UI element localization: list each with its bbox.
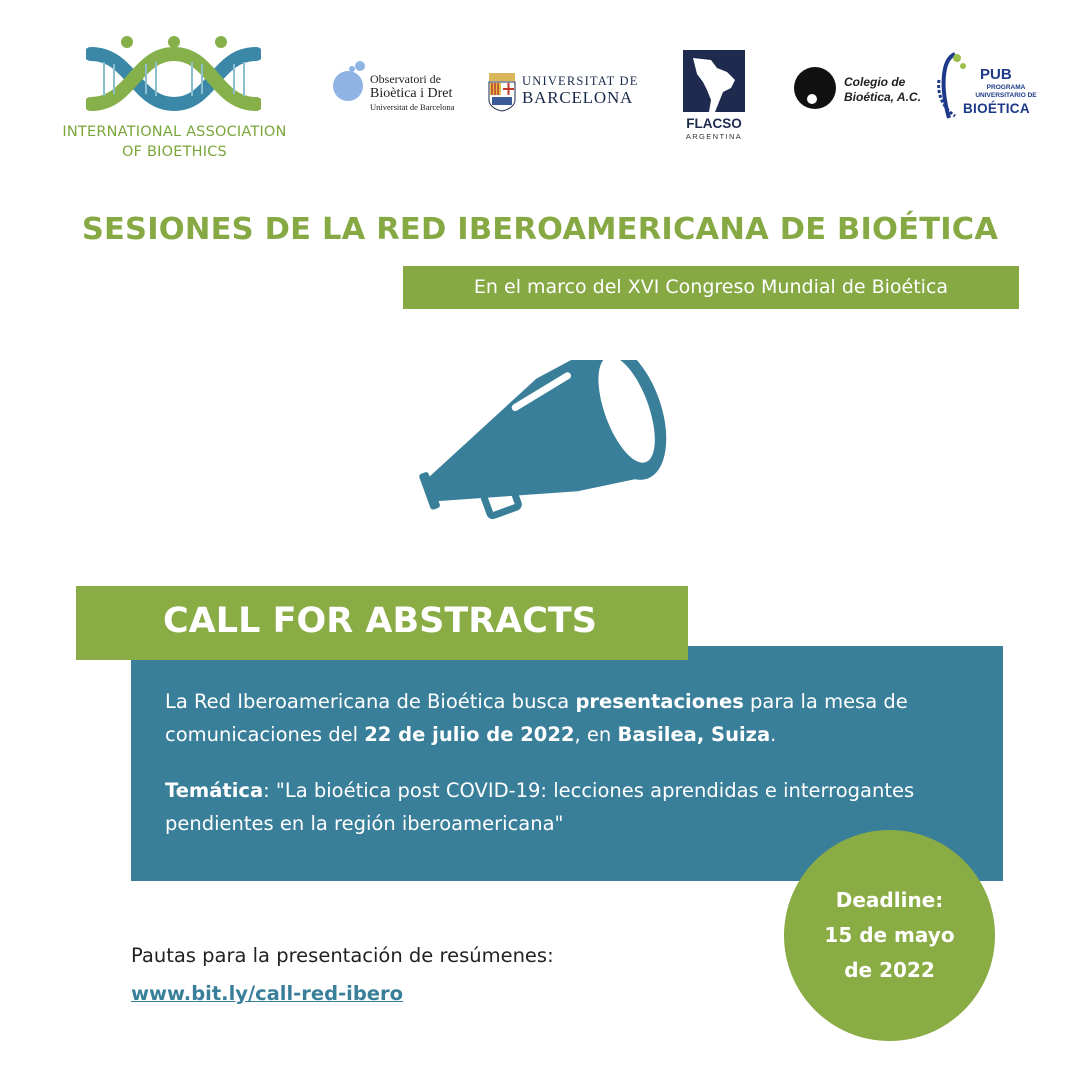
call-description <box>165 685 985 751</box>
pub-acronym: PUB <box>980 66 1012 83</box>
ub-line1: UNIVERSITAT DE <box>522 74 639 88</box>
latin-america-map-icon <box>683 50 745 112</box>
deadline-label: Deadline: <box>835 888 944 912</box>
observatori-line1: Observatori de <box>370 72 441 86</box>
desc-text-4: . <box>770 723 777 746</box>
observatori-figure-icon <box>330 58 370 106</box>
observatori-logo <box>330 56 480 116</box>
pub-line3: BIOÉTICA <box>963 101 1030 116</box>
desc-text-3: , en <box>574 723 618 746</box>
deadline-date: 15 de mayo <box>824 923 955 947</box>
colegio-line2: Bioética, A.C. <box>844 90 921 104</box>
subtitle-banner: En el marco del XVI Congreso Mundial de Bioética <box>403 266 1019 309</box>
observatori-line2: Bioètica i Dret <box>370 86 453 101</box>
theme-label: Temática <box>165 779 264 802</box>
colegio-logo <box>792 65 932 111</box>
flacso-logo <box>683 50 745 142</box>
guidelines-link[interactable]: www.bit.ly/call-red-ibero <box>131 982 404 1005</box>
call-for-abstracts-title: CALL FOR ABSTRACTS <box>163 601 598 641</box>
deadline-badge <box>784 830 995 1041</box>
ub-line2: BARCELONA <box>522 88 634 107</box>
pub-line1: PROGRAMA <box>986 84 1026 91</box>
pub-line2: UNIVERSITARIO DE <box>975 92 1037 99</box>
flacso-name: FLACSO <box>686 116 742 131</box>
megaphone-icon <box>408 360 678 522</box>
theme-text: : "La bioética post COVID-19: lecciones aprendidas e interrogantes pendientes en la región iberoamericana" <box>165 779 915 835</box>
page-title: SESIONES DE LA RED IBEROAMERICANA DE BIOÉTICA <box>81 212 999 247</box>
ub-logo <box>488 70 638 114</box>
pub-subtitle <box>970 84 1042 100</box>
dna-people-logo-icon <box>86 34 261 124</box>
iab-logo <box>38 34 308 164</box>
observatori-line3: Universitat de Barcelona <box>370 102 455 112</box>
desc-bold-presentaciones: presentaciones <box>575 690 744 713</box>
pub-logo <box>935 50 1045 125</box>
colegio-circle-icon <box>792 65 838 111</box>
call-for-abstracts-banner <box>76 586 688 660</box>
desc-bold-location: Basilea, Suiza <box>617 723 771 746</box>
call-theme <box>165 774 985 840</box>
colegio-line1: Colegio de <box>844 75 906 89</box>
flacso-box <box>683 50 745 112</box>
desc-text-2: para la mesa de comunicaciones del <box>165 690 908 746</box>
desc-bold-date: 22 de julio de 2022 <box>364 723 575 746</box>
iab-name-line2: OF BIOETHICS <box>122 144 227 160</box>
iab-name <box>42 122 307 162</box>
deadline-year: de 2022 <box>844 958 935 982</box>
ub-crest-icon <box>488 72 516 112</box>
flacso-country: ARGENTINA <box>685 132 743 141</box>
desc-text-1: La Red Iberoamericana de Bioética busca <box>165 690 576 713</box>
guidelines-label: Pautas para la presentación de resúmenes: <box>131 944 554 967</box>
iab-name-line1: INTERNATIONAL ASSOCIATION <box>62 124 287 140</box>
